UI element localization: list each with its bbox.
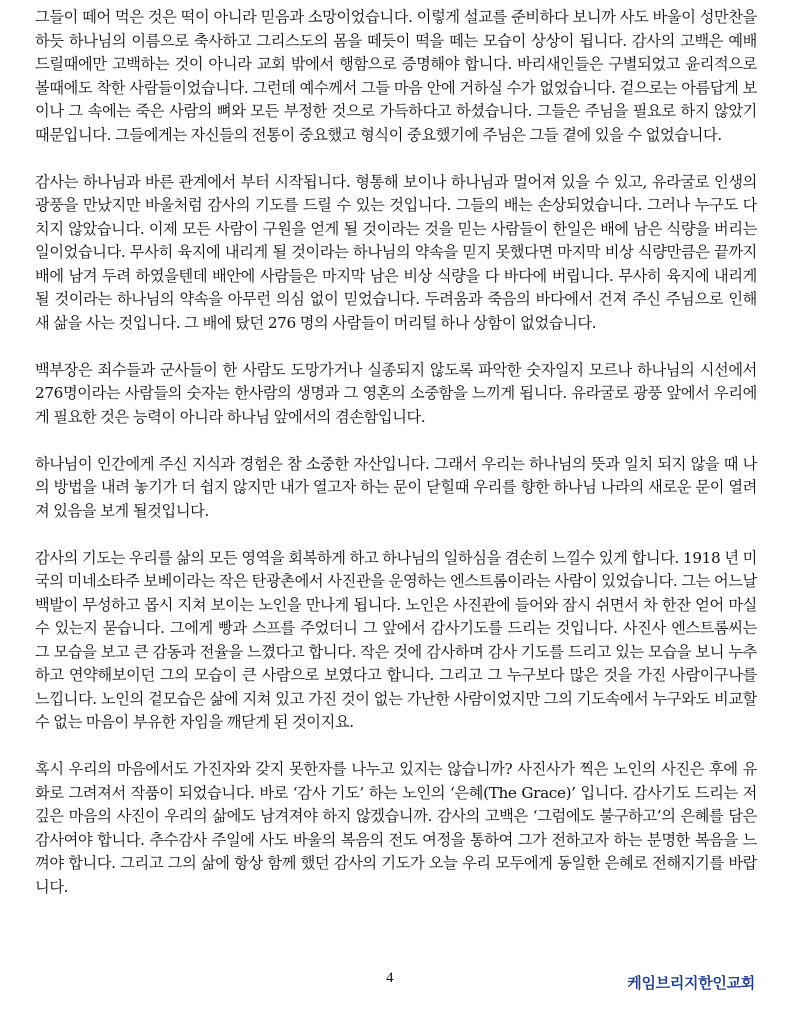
paragraph-2: 감사는 하나님과 바른 관계에서 부터 시작됩니다. 형통해 보이나 하나님과 멀어져 있을 수 있고, 유라굴로 인생의 광풍을 만났지만 바울처럼 감사의 기도를 드릴 수 있는 것입니다. 그들의 배는 손상되었습니다. 그러나 누구도 다치지 않았습니다. 이제 모든 사람이 구원을 얻게 될 것이라는 것을 믿는 사람들이 한일은 배에 남은 식량을 버리는 일이었습니다. 무사히 육지에 내리게 될 것이라는 하나님의 약속을 믿지 못했다면 마지막 비상 식량만큼은 끝까지 배에 남겨 두려 하였을텐데 배안에 사람들은 마지막 남은 비상 식량을 다 바다에 버립니다. 무사히 육지에 내리게 될 것이라는 하나님의 약속을 아무런 의심 없이 믿었습니다. 두려움과 죽음의 바다에서 건져 주신 주님으로 인해 새 삶을 사는 것입니다. 그 배에 탔던 276 명의 사람들이 머리털 하나 상함이 없었습니다. — [35, 172, 757, 332]
paragraph-1: 그들이 떼어 먹은 것은 떡이 아니라 믿음과 소망이었습니다. 이렇게 설교를 준비하다 보니까 사도 바울이 성만찬을 하듯 하나님의 이름으로 축사하고 그리스도의 몸을 떼듯이 떡을 떼는 모습이 상상이 됩니다. 감사의 고백은 예배 드릴때에만 고백하는 것이 아니라 교회 밖에서 행함으로 증명해야 합니다. 바리새인들은 구별되었고 윤리적으로 볼때에도 착한 사람들이었습니다. 그런데 예수께서 그들 마음 안에 거하실 수가 없었습니다. 겉으로는 아름답게 보이나 그 속에는 죽은 사람의 뼈와 모든 부정한 것으로 가득하다고 하셨습니다. 그들은 주님을 필요로 하지 않았기 때문입니다. 그들에게는 자신들의 전통이 중요했고 형식이 중요했기에 주님은 그들 곁에 있을 수 없었습니다. — [35, 8, 757, 144]
sermon-body — [35, 6, 757, 923]
paragraph-4: 하나님이 인간에게 주신 지식과 경험은 참 소중한 자산입니다. 그래서 우리는 하나님의 뜻과 일치 되지 않을 때 나의 방법을 내려 놓기가 더 쉽지 않지만 내가 열고자 하는 문이 닫힐때 우리를 향한 하나님 나라의 새로운 문이 열려져 있음을 보게 될것입니다. — [35, 454, 757, 520]
paragraph-6: 혹시 우리의 마음에서도 가진자와 갖지 못한자를 나누고 있지는 않습니까? 사진사가 찍은 노인의 사진은 후에 유화로 그려져서 작품이 되었습니다. 바로 ‘감사 기도’ 하는 노인의 ‘은혜(The Grace)’ 입니다. 감사기도 드리는 저 깊은 마음의 사진이 우리의 삶에도 남겨져야 하지 않겠습니까. 감사의 고백은 ‘그럼에도 불구하고’의 은혜를 담은 감사여야 합니다. 추수감사 주일에 사도 바울의 복음의 전도 여정을 통하여 그가 전하고자 하는 분명한 복음을 느껴야 합니다. 그리고 그의 삶에 항상 함께 했던 감사의 기도가 오늘 우리 모두에게 동일한 은혜로 전해지기를 바랍니다. — [35, 760, 757, 896]
paragraph-3: 백부장은 죄수들과 군사들이 한 사람도 도망가거나 실종되지 않도록 파악한 숫자일지 모르나 하나님의 시선에서 276명이라는 사람들의 숫자는 한사람의 생명과 그 영혼의 소중함을 느끼게 됩니다. 유라굴로 광풍 앞에서 우리에게 필요한 것은 능력이 아니라 하나님 앞에서의 겸손함입니다. — [35, 360, 757, 426]
church-name: 케임브리지한인교회 — [627, 974, 755, 992]
paragraph-5: 감사의 기도는 우리를 삶의 모든 영역을 회복하게 하고 하나님의 일하심을 겸손히 느낄수 있게 합니다. 1918 년 미국의 미네소타주 보베이라는 작은 탄광촌에서 사진관을 운영하는 엔스트롬이라는 사람이 있었습니다. 그는 어느날 백발이 무성하고 몹시 지쳐 보이는 노인을 만나게 됩니다. 노인은 사진관에 들어와 잠시 쉬면서 차 한잔 얻어 마실수 있는지 묻습니다. 그에게 빵과 스프를 주었더니 그 앞에서 감사기도를 드리는 것입니다. 사진사 엔스트롬씨는 그 모습을 보고 큰 감동과 전율을 느꼈다고 합니다. 작은 것에 감사하며 감사 기도를 드리고 있는 모습을 보니 누추하고 연약해보이던 그의 모습이 큰 사람으로 보였다고 합니다. 그리고 그 누구보다 많은 것을 가진 사람이구나를 느낍니다. 노인의 겉모습은 삶에 지쳐 있고 가진 것이 없는 가난한 사람이었지만 그의 기도속에서 누구와도 비교할수 없는 마음이 부유한 자임을 깨닫게 된 것이지요. — [35, 548, 757, 731]
page-number: 4 — [386, 970, 394, 986]
